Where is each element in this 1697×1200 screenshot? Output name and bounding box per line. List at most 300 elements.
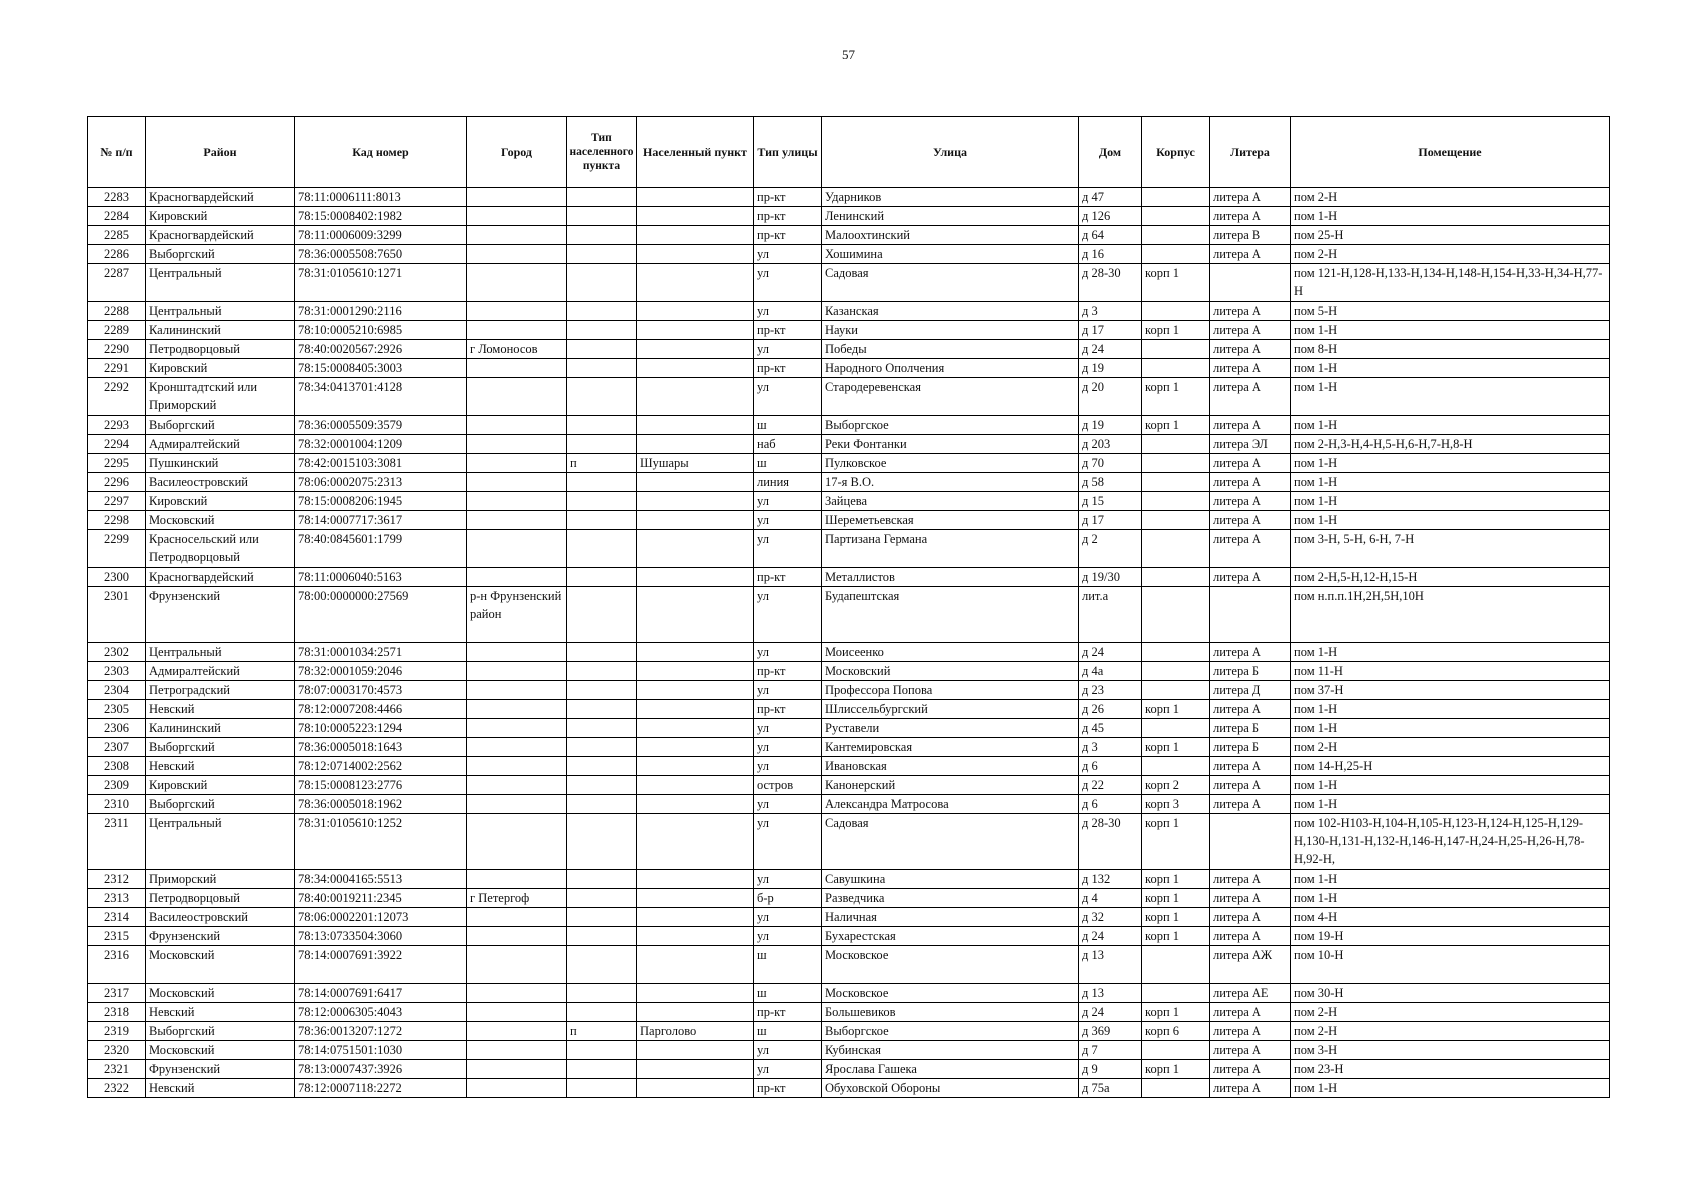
cell-building (1142, 530, 1210, 568)
cell-settlement (637, 359, 754, 378)
cell-letter: литера А (1210, 340, 1291, 359)
cell-street-type: пр-кт (754, 1079, 822, 1098)
cell-premises: пом 19-Н (1291, 927, 1610, 946)
cell-building (1142, 302, 1210, 321)
cell-cadastral-number: 78:14:0007717:3617 (295, 511, 467, 530)
cell-settlement-type (567, 700, 637, 719)
cell-building (1142, 340, 1210, 359)
cell-cadastral-number: 78:12:0007118:2272 (295, 1079, 467, 1098)
cell-number: 2305 (88, 700, 146, 719)
cell-street-type: ул (754, 302, 822, 321)
cell-number: 2306 (88, 719, 146, 738)
cell-city (467, 984, 567, 1003)
cell-premises: пом 1-Н (1291, 870, 1610, 889)
table-row (88, 870, 1610, 889)
cell-district: Фрунзенский (146, 927, 295, 946)
cell-settlement (637, 795, 754, 814)
cell-city (467, 454, 567, 473)
cell-settlement (637, 927, 754, 946)
cell-street: Наличная (822, 908, 1079, 927)
cell-building (1142, 492, 1210, 511)
cell-street-type: ул (754, 757, 822, 776)
cell-premises: пом 4-Н (1291, 908, 1610, 927)
cell-settlement-type (567, 927, 637, 946)
cell-letter: литера А (1210, 207, 1291, 226)
cell-settlement (637, 188, 754, 207)
table-row (88, 1022, 1610, 1041)
cell-street-type: остров (754, 776, 822, 795)
cell-settlement (637, 757, 754, 776)
cell-number: 2283 (88, 188, 146, 207)
cell-city (467, 207, 567, 226)
cell-letter: литера В (1210, 226, 1291, 245)
cell-cadastral-number: 78:40:0845601:1799 (295, 530, 467, 568)
cell-settlement (637, 302, 754, 321)
cell-house: д 203 (1079, 435, 1142, 454)
col-header-district: Район (146, 117, 295, 188)
cell-settlement-type (567, 908, 637, 927)
cell-district: Адмиралтейский (146, 435, 295, 454)
cell-settlement-type (567, 530, 637, 568)
cell-city (467, 1022, 567, 1041)
cell-letter: литера Д (1210, 681, 1291, 700)
cell-street: Московское (822, 984, 1079, 1003)
cell-settlement-type (567, 302, 637, 321)
cell-street-type: линия (754, 473, 822, 492)
col-header-letter: Литера (1210, 117, 1291, 188)
cell-number: 2319 (88, 1022, 146, 1041)
table-row (88, 662, 1610, 681)
cell-settlement-type (567, 264, 637, 302)
cell-number: 2313 (88, 889, 146, 908)
cell-city (467, 719, 567, 738)
cell-street-type: ул (754, 587, 822, 643)
cell-building: корп 1 (1142, 1003, 1210, 1022)
cell-street: Партизана Германа (822, 530, 1079, 568)
cell-district: Кировский (146, 492, 295, 511)
cell-settlement (637, 264, 754, 302)
cell-settlement-type (567, 719, 637, 738)
cell-cadastral-number: 78:31:0105610:1252 (295, 814, 467, 870)
cell-street: Савушкина (822, 870, 1079, 889)
table-row (88, 1003, 1610, 1022)
cell-settlement (637, 700, 754, 719)
cell-premises: пом н.п.п.1Н,2Н,5Н,10Н (1291, 587, 1610, 643)
cell-letter: литера А (1210, 530, 1291, 568)
cell-house: д 24 (1079, 927, 1142, 946)
cell-cadastral-number: 78:36:0005508:7650 (295, 245, 467, 264)
cell-letter: литера Б (1210, 719, 1291, 738)
cell-street-type: б-р (754, 889, 822, 908)
table-row (88, 530, 1610, 568)
cell-number: 2294 (88, 435, 146, 454)
table-row (88, 643, 1610, 662)
cell-district: Василеостровский (146, 908, 295, 927)
table-row (88, 681, 1610, 700)
cell-street-type: пр-кт (754, 207, 822, 226)
cell-building (1142, 511, 1210, 530)
cell-cadastral-number: 78:32:0001059:2046 (295, 662, 467, 681)
cell-street: Моисеенко (822, 643, 1079, 662)
cell-letter: литера А (1210, 889, 1291, 908)
cell-settlement (637, 378, 754, 416)
cell-street: Обуховской Обороны (822, 1079, 1079, 1098)
cell-district: Фрунзенский (146, 1060, 295, 1079)
cell-district: Центральный (146, 302, 295, 321)
cell-street: Зайцева (822, 492, 1079, 511)
cell-premises: пом 2-Н (1291, 1022, 1610, 1041)
cell-premises: пом 1-Н (1291, 511, 1610, 530)
cell-district: Невский (146, 757, 295, 776)
cell-premises: пом 8-Н (1291, 340, 1610, 359)
table-row (88, 738, 1610, 757)
cell-house: д 24 (1079, 1003, 1142, 1022)
table-row (88, 435, 1610, 454)
cell-premises: пом 37-Н (1291, 681, 1610, 700)
cell-letter: литера А (1210, 1041, 1291, 1060)
cell-settlement-type (567, 473, 637, 492)
table-row (88, 340, 1610, 359)
page-number: 57 (842, 47, 855, 62)
cell-street: Садовая (822, 814, 1079, 870)
cell-cadastral-number: 78:31:0105610:1271 (295, 264, 467, 302)
table-row (88, 359, 1610, 378)
cell-settlement (637, 207, 754, 226)
table-row (88, 1060, 1610, 1079)
cell-district: Петродворцовый (146, 340, 295, 359)
table-row (88, 889, 1610, 908)
cell-street: Разведчика (822, 889, 1079, 908)
cell-district: Красносельский или Петродворцовый (146, 530, 295, 568)
cell-street: Ивановская (822, 757, 1079, 776)
cell-settlement (637, 946, 754, 984)
cell-premises: пом 1-Н (1291, 1079, 1610, 1098)
cell-street: Пулковское (822, 454, 1079, 473)
cell-number: 2286 (88, 245, 146, 264)
cell-street: 17-я В.О. (822, 473, 1079, 492)
table-row (88, 1079, 1610, 1098)
cell-cadastral-number: 78:32:0001004:1209 (295, 435, 467, 454)
cell-building: корп 1 (1142, 908, 1210, 927)
cell-letter: литера А (1210, 908, 1291, 927)
cell-house: д 64 (1079, 226, 1142, 245)
cell-settlement (637, 1079, 754, 1098)
cell-street-type: ул (754, 264, 822, 302)
cell-settlement-type (567, 207, 637, 226)
cell-settlement (637, 1060, 754, 1079)
table-row (88, 321, 1610, 340)
cell-premises: пом 1-Н (1291, 359, 1610, 378)
cell-number: 2300 (88, 568, 146, 587)
cell-settlement (637, 643, 754, 662)
cell-city: р-н Фрунзенский район (467, 587, 567, 643)
cell-city (467, 662, 567, 681)
cell-street-type: ш (754, 984, 822, 1003)
cell-building (1142, 1041, 1210, 1060)
cell-cadastral-number: 78:10:0005210:6985 (295, 321, 467, 340)
cell-letter: литера А (1210, 870, 1291, 889)
cell-letter: литера А (1210, 757, 1291, 776)
cell-settlement (637, 568, 754, 587)
col-header-premises: Помещение (1291, 117, 1610, 188)
table-row (88, 719, 1610, 738)
cell-premises: пом 1-Н (1291, 416, 1610, 435)
cell-premises: пом 121-Н,128-Н,133-Н,134-Н,148-Н,154-Н,33-Н,34-Н,77-Н (1291, 264, 1610, 302)
cell-settlement-type (567, 889, 637, 908)
cell-house: д 126 (1079, 207, 1142, 226)
cell-house: д 7 (1079, 1041, 1142, 1060)
cell-number: 2320 (88, 1041, 146, 1060)
cell-cadastral-number: 78:13:0733504:3060 (295, 927, 467, 946)
cell-settlement-type (567, 1003, 637, 1022)
cell-street: Садовая (822, 264, 1079, 302)
cell-cadastral-number: 78:14:0007691:3922 (295, 946, 467, 984)
cell-building: корп 2 (1142, 776, 1210, 795)
cell-district: Выборгский (146, 795, 295, 814)
cell-house: д 58 (1079, 473, 1142, 492)
cell-street-type: пр-кт (754, 226, 822, 245)
table-body (88, 188, 1610, 1098)
cell-city (467, 908, 567, 927)
cell-premises: пом 1-Н (1291, 719, 1610, 738)
cell-premises: пом 1-Н (1291, 889, 1610, 908)
cell-building: корп 1 (1142, 927, 1210, 946)
cell-city (467, 245, 567, 264)
cell-number: 2288 (88, 302, 146, 321)
cell-number: 2298 (88, 511, 146, 530)
cell-settlement-type (567, 1041, 637, 1060)
cell-settlement-type (567, 435, 637, 454)
cell-street: Московский (822, 662, 1079, 681)
cell-cadastral-number: 78:12:0006305:4043 (295, 1003, 467, 1022)
cell-city (467, 435, 567, 454)
cell-house: д 19/30 (1079, 568, 1142, 587)
cell-city (467, 511, 567, 530)
cell-district: Василеостровский (146, 473, 295, 492)
cell-cadastral-number: 78:11:0006111:8013 (295, 188, 467, 207)
table-row (88, 207, 1610, 226)
cell-district: Пушкинский (146, 454, 295, 473)
cell-settlement (637, 473, 754, 492)
cell-city (467, 359, 567, 378)
cell-settlement (637, 889, 754, 908)
cell-street: Малоохтинский (822, 226, 1079, 245)
cell-premises: пом 102-Н103-Н,104-Н,105-Н,123-Н,124-Н,125-Н,129-Н,130-Н,131-Н,132-Н,146-Н,147-Н,24-Н,25-Н,26-Н,78-Н,92-Н, (1291, 814, 1610, 870)
cell-number: 2296 (88, 473, 146, 492)
cell-city (467, 530, 567, 568)
cell-building (1142, 454, 1210, 473)
cell-district: Московский (146, 984, 295, 1003)
cell-number: 2314 (88, 908, 146, 927)
cell-city (467, 1060, 567, 1079)
table-row (88, 814, 1610, 870)
table-row (88, 568, 1610, 587)
cell-settlement-type (567, 681, 637, 700)
cell-settlement-type (567, 643, 637, 662)
cell-cadastral-number: 78:31:0001290:2116 (295, 302, 467, 321)
cell-letter (1210, 264, 1291, 302)
cell-cadastral-number: 78:36:0013207:1272 (295, 1022, 467, 1041)
cell-building (1142, 1079, 1210, 1098)
cell-cadastral-number: 78:07:0003170:4573 (295, 681, 467, 700)
cell-house: д 20 (1079, 378, 1142, 416)
cell-house: д 24 (1079, 643, 1142, 662)
cell-house: д 2 (1079, 530, 1142, 568)
cell-city (467, 643, 567, 662)
cell-street: Кантемировская (822, 738, 1079, 757)
cell-settlement: Парголово (637, 1022, 754, 1041)
cell-settlement (637, 776, 754, 795)
cell-premises: пом 1-Н (1291, 776, 1610, 795)
cell-premises: пом 5-Н (1291, 302, 1610, 321)
cell-settlement-type (567, 378, 637, 416)
cell-city (467, 1041, 567, 1060)
col-header-number: № п/п (88, 117, 146, 188)
cell-premises: пом 11-Н (1291, 662, 1610, 681)
cell-letter: литера А (1210, 643, 1291, 662)
cell-settlement (637, 226, 754, 245)
cell-building: корп 1 (1142, 889, 1210, 908)
cell-house: д 3 (1079, 738, 1142, 757)
cell-district: Кировский (146, 359, 295, 378)
cell-street: Канонерский (822, 776, 1079, 795)
cell-premises: пом 1-Н (1291, 700, 1610, 719)
cell-settlement-type (567, 795, 637, 814)
cell-house: д 132 (1079, 870, 1142, 889)
cell-cadastral-number: 78:36:0005018:1643 (295, 738, 467, 757)
cell-cadastral-number: 78:11:0006009:3299 (295, 226, 467, 245)
cell-house: лит.а (1079, 587, 1142, 643)
cell-premises: пом 10-Н (1291, 946, 1610, 984)
cell-number: 2317 (88, 984, 146, 1003)
table-row (88, 378, 1610, 416)
cell-letter: литера А (1210, 245, 1291, 264)
cell-street-type: ул (754, 795, 822, 814)
cell-house: д 17 (1079, 511, 1142, 530)
cell-district: Красногвардейский (146, 226, 295, 245)
cell-letter: литера А (1210, 416, 1291, 435)
cell-street-type: ул (754, 378, 822, 416)
cell-building (1142, 473, 1210, 492)
cell-city (467, 700, 567, 719)
cell-cadastral-number: 78:34:0413701:4128 (295, 378, 467, 416)
cell-premises: пом 1-Н (1291, 473, 1610, 492)
cell-settlement (637, 492, 754, 511)
cell-building: корп 1 (1142, 321, 1210, 340)
cell-district: Московский (146, 511, 295, 530)
cell-letter: литера А (1210, 321, 1291, 340)
table-row (88, 757, 1610, 776)
cell-district: Невский (146, 1079, 295, 1098)
cell-city (467, 302, 567, 321)
table-row (88, 1041, 1610, 1060)
cell-premises: пом 3-Н, 5-Н, 6-Н, 7-Н (1291, 530, 1610, 568)
cell-street: Народного Ополчения (822, 359, 1079, 378)
cell-number: 2309 (88, 776, 146, 795)
cell-street: Реки Фонтанки (822, 435, 1079, 454)
cell-street-type: ул (754, 1041, 822, 1060)
cell-settlement-type (567, 188, 637, 207)
cell-street-type: ул (754, 681, 822, 700)
cell-house: д 369 (1079, 1022, 1142, 1041)
col-header-street: Улица (822, 117, 1079, 188)
cell-building (1142, 719, 1210, 738)
table-row (88, 927, 1610, 946)
table-row (88, 776, 1610, 795)
cell-street: Профессора Попова (822, 681, 1079, 700)
cell-house: д 32 (1079, 908, 1142, 927)
cell-house: д 6 (1079, 795, 1142, 814)
cell-district: Выборгский (146, 1022, 295, 1041)
cell-street-type: ул (754, 927, 822, 946)
cell-settlement (637, 738, 754, 757)
cell-cadastral-number: 78:15:0008206:1945 (295, 492, 467, 511)
cell-premises: пом 2-Н,3-Н,4-Н,5-Н,6-Н,7-Н,8-Н (1291, 435, 1610, 454)
cell-premises: пом 1-Н (1291, 795, 1610, 814)
cell-cadastral-number: 78:36:0005018:1962 (295, 795, 467, 814)
cell-cadastral-number: 78:12:0007208:4466 (295, 700, 467, 719)
cell-district: Выборгский (146, 416, 295, 435)
cell-building: корп 1 (1142, 738, 1210, 757)
cell-city (467, 321, 567, 340)
cell-cadastral-number: 78:36:0005509:3579 (295, 416, 467, 435)
cell-number: 2307 (88, 738, 146, 757)
cell-letter: литера А (1210, 568, 1291, 587)
cell-settlement-type (567, 1060, 637, 1079)
cell-settlement-type (567, 511, 637, 530)
cell-number: 2303 (88, 662, 146, 681)
table-row (88, 302, 1610, 321)
cell-building (1142, 188, 1210, 207)
table-row (88, 587, 1610, 643)
cell-city (467, 776, 567, 795)
cell-city (467, 757, 567, 776)
cell-settlement-type (567, 568, 637, 587)
cell-district: Невский (146, 700, 295, 719)
cell-premises: пом 14-Н,25-Н (1291, 757, 1610, 776)
cell-street-type: пр-кт (754, 359, 822, 378)
cell-cadastral-number: 78:15:0008405:3003 (295, 359, 467, 378)
cell-settlement (637, 681, 754, 700)
cell-settlement (637, 984, 754, 1003)
cell-city (467, 492, 567, 511)
cell-cadastral-number: 78:00:0000000:27569 (295, 587, 467, 643)
cell-letter: литера А (1210, 492, 1291, 511)
cell-premises: пом 1-Н (1291, 207, 1610, 226)
cell-letter: литера АЕ (1210, 984, 1291, 1003)
cell-settlement-type (567, 1079, 637, 1098)
cell-street-type: пр-кт (754, 568, 822, 587)
cell-building (1142, 946, 1210, 984)
cell-settlement (637, 530, 754, 568)
cell-district: Приморский (146, 870, 295, 889)
cell-house: д 26 (1079, 700, 1142, 719)
cell-house: д 13 (1079, 946, 1142, 984)
cell-number: 2318 (88, 1003, 146, 1022)
cell-cadastral-number: 78:40:0019211:2345 (295, 889, 467, 908)
cell-city (467, 378, 567, 416)
cell-number: 2322 (88, 1079, 146, 1098)
cell-district: Московский (146, 1041, 295, 1060)
cell-settlement-type (567, 738, 637, 757)
cell-street: Бухарестская (822, 927, 1079, 946)
cell-premises: пом 3-Н (1291, 1041, 1610, 1060)
table-header-row (88, 117, 1610, 188)
col-header-house: Дом (1079, 117, 1142, 188)
cell-street-type: ул (754, 719, 822, 738)
cell-street: Кубинская (822, 1041, 1079, 1060)
cell-letter: литера А (1210, 511, 1291, 530)
